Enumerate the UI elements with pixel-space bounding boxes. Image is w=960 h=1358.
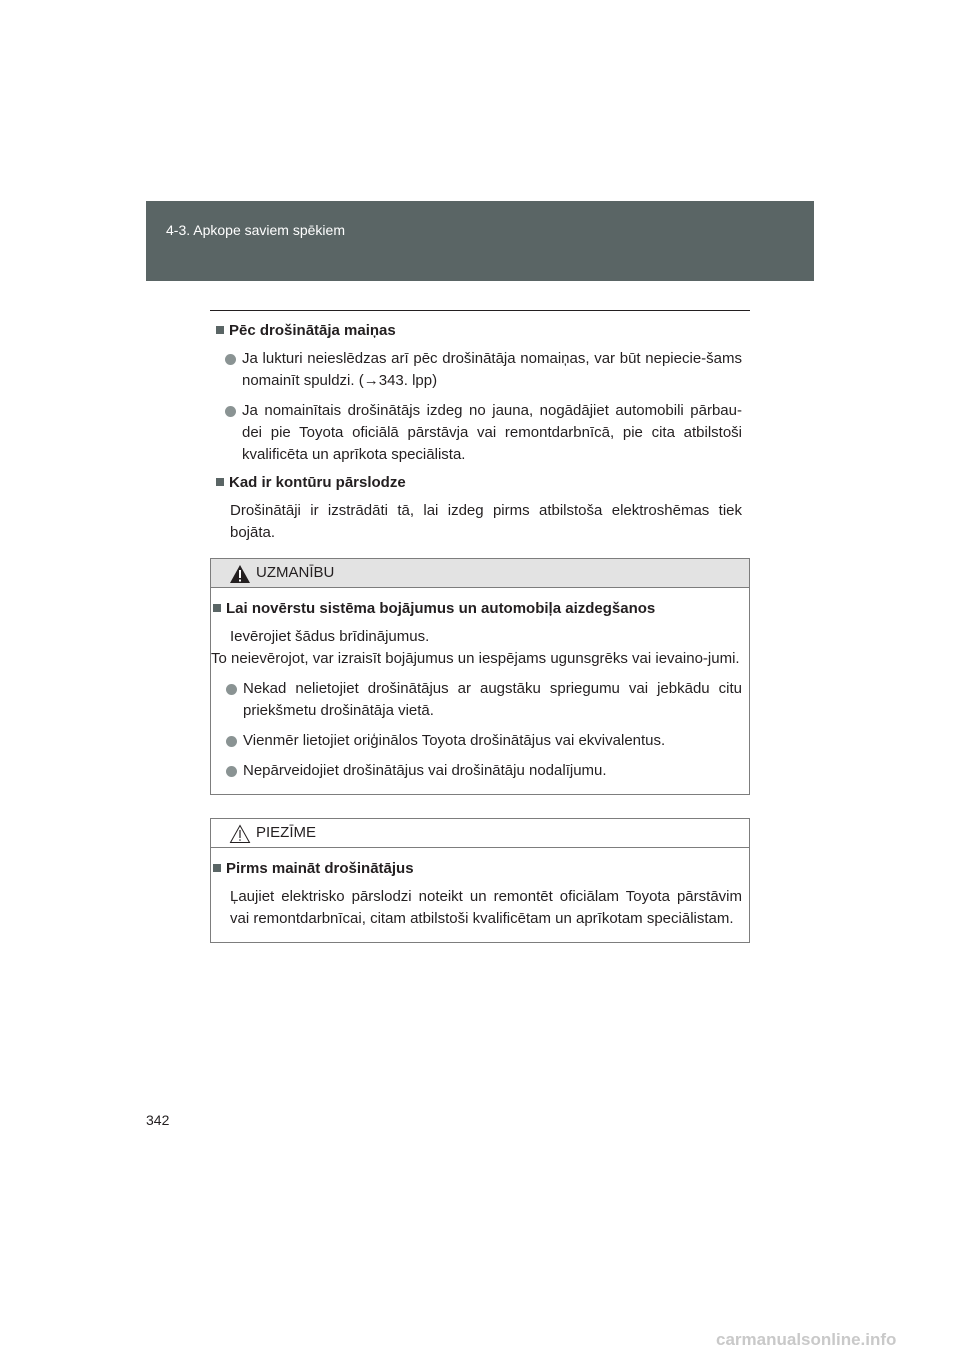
caution-label: UZMANĪBU bbox=[256, 564, 335, 581]
paragraph: Ļaujiet elektrisko pārslodzi noteikt un remontēt oficiālam Toyota pārstāvim vai remontdarbnīcai, citam atbilstoši kvalificētam un aprīkotam speciālistam. bbox=[230, 888, 742, 927]
square-bullet-icon bbox=[216, 326, 224, 334]
paragraph: To neievērojot, var izraisīt bojājumus un iespējams ugunsgrēks vai ievaino-jumi. bbox=[211, 650, 740, 667]
round-bullet-icon bbox=[225, 406, 236, 417]
paragraph: Drošinātāji ir izstrādāti tā, lai izdeg pirms atbilstoša elektroshēmas tiek bojāta. bbox=[230, 502, 742, 541]
list-item: Nekad nelietojiet drošinātājus ar augstāku spriegumu vai jebkādu citu priekšmetu drošinātāja vietā. bbox=[211, 678, 749, 722]
page-number: 342 bbox=[146, 1112, 170, 1128]
divider-line bbox=[210, 310, 750, 311]
notice-triangle-icon bbox=[229, 824, 251, 844]
round-bullet-icon bbox=[226, 736, 237, 747]
list-item: Ja nomainītais drošinātājs izdeg no jauna, nogādājiet automobili pārbau-dei pie Toyota oficiālā pārstāvja vai remontdarbnīcā, pie cita atbilstoši kvalificēta un aprīkota speciālista. bbox=[210, 400, 750, 466]
section-header-band bbox=[146, 201, 814, 281]
paragraph: Ievērojiet šādus brīdinājumus. bbox=[230, 628, 430, 645]
round-bullet-icon bbox=[225, 354, 236, 365]
watermark: carmanualsonline.info bbox=[716, 1330, 897, 1349]
notice-header bbox=[211, 819, 749, 848]
caution-subheading: Lai novērstu sistēma bojājumus un automobiļa aizdegšanos bbox=[211, 598, 749, 620]
square-bullet-icon bbox=[216, 478, 224, 486]
square-bullet-icon bbox=[213, 864, 221, 872]
round-bullet-icon bbox=[226, 684, 237, 695]
warning-triangle-icon bbox=[229, 564, 251, 584]
list-item: Vienmēr lietojiet oriģinālos Toyota drošinātājus vai ekvivalentus. bbox=[211, 730, 749, 752]
caution-header bbox=[211, 559, 749, 588]
notice-label: PIEZĪME bbox=[256, 824, 317, 841]
caution-body bbox=[211, 588, 749, 794]
list-item: Nepārveidojiet drošinātājus vai drošinātāju nodalījumu. bbox=[211, 760, 749, 782]
caution-box bbox=[210, 558, 750, 795]
section-title: 4-3. Apkope saviem spēkiem bbox=[166, 222, 345, 238]
notice-box bbox=[210, 818, 750, 943]
subheading-after-fuse-change: Pēc drošinātāja maiņas bbox=[210, 320, 750, 342]
notice-body bbox=[211, 848, 749, 942]
subheading-circuit-overload: Kad ir kontūru pārslodze bbox=[210, 472, 750, 494]
list-item: Ja lukturi neieslēdzas arī pēc drošinātāja nomaiņas, var būt nepiecie-šams nomainīt spuldzi. (→343. lpp) bbox=[210, 348, 750, 392]
square-bullet-icon bbox=[213, 604, 221, 612]
round-bullet-icon bbox=[226, 766, 237, 777]
main-content bbox=[210, 320, 750, 544]
notice-subheading: Pirms maināt drošinātājus bbox=[211, 858, 749, 880]
